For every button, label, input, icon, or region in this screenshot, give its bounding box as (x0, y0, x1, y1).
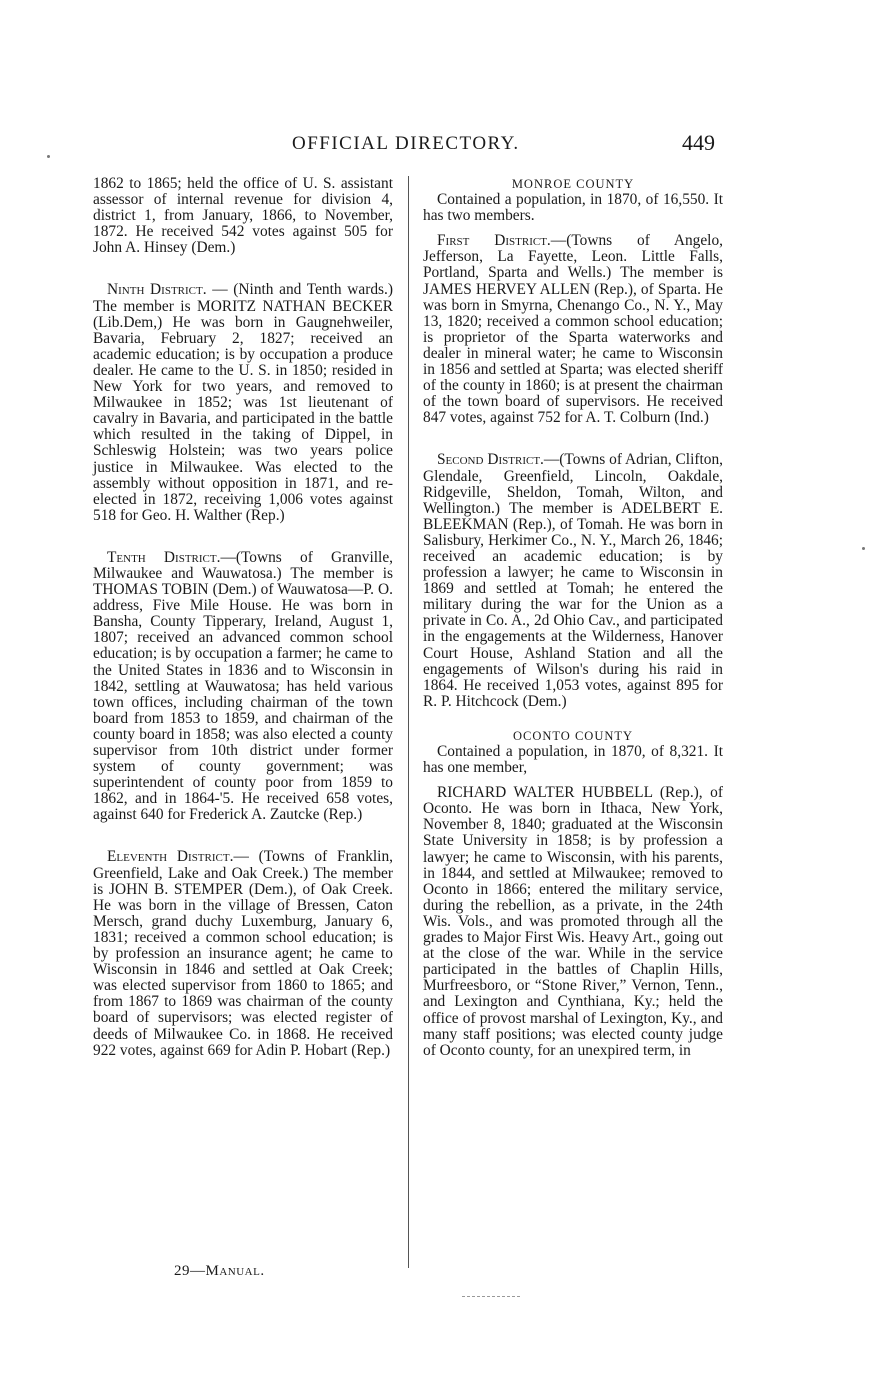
signature-mark: 29 (174, 1263, 190, 1279)
speck (862, 547, 865, 550)
eleventh-district-text: — (Towns of Franklin, Greenfield, Lake and Oak Creek.) The member is JOHN B. STEMPER (Dem.), of Oak Creek. He was born in the village of Bressen, Caton Mersch, grand duchy Luxemburg, January 6, 1831; received a common school education; is by profession an insurance agent; he came to Wisconsin in 1846 and settled at Oak Creek; was elected supervisor from 1860 to 1865; and from 1867 to 1869 was chairman of the county board of supervisors; was elected register of deeds of Milwaukee Co. in 1868. He received 922 votes, against 669 for Adin P. Hobart (Rep.) (93, 848, 393, 1059)
monroe-population: Contained a population, in 1870, of 16,550. It has two members. (423, 191, 723, 225)
column-divider (408, 176, 409, 1268)
eleventh-district-entry (93, 849, 393, 1058)
monroe-county-heading: MONROE COUNTY (511, 177, 635, 191)
oconto-county-heading: OCONTO COUNTY (512, 728, 634, 743)
page-header-title: OFFICIAL DIRECTORY. (292, 133, 520, 154)
footer-signature (174, 1263, 265, 1280)
oconto-member-entry: RICHARD WALTER HUBBELL (Rep.), of Oconto. He was born in Ithaca, New York, November 8, 1840; graduated at the Wisconsin State University in 1858; is by profession a lawyer; he came to Wisconsin, with his parents, in 1844, and settled at Milwaukee; removed to Oconto in 1866; entered the military service, during the rebellion, as a private, in the 24th Wis. Vols., and was promoted through all the grades to Major First Wis. Heavy Art., going out at the close of the war. While in the service participated in the battles of Chaplin Hills, Murfreesboro, or “Stone River,” Vernon, Tenn., and Lexington and Cynthiana, Ky.; held the office of provost marshal of Lexington, Ky., and many staff positions; was elected county judge of Oconto county, for an unexpired term, in (423, 784, 723, 1059)
paragraph-continuation: 1862 to 1865; held the office of U. S. assistant assessor of internal revenue for division 4, district 1, from January, 1866, to November, 1872. He received 542 votes against 505 for John A. Hinsey (Dem.) (93, 175, 393, 257)
decorative-rule (462, 1296, 520, 1298)
first-district-label: First District. (437, 232, 551, 250)
tenth-district-entry (93, 550, 393, 824)
manual-label: —Manual. (190, 1263, 265, 1279)
left-column (93, 176, 393, 1059)
eleventh-district-label: Eleventh District. (107, 848, 234, 866)
second-district-text: —(Towns of Adrian, Clifton, Glendale, Greenfield, Lincoln, Oakdale, Ridgeville, Sheldon, Tomah, Wilton, and Wellington.) The member is ADELBERT E. BLEEKMAN (Rep.), of Tomah. He was born in Salisbury, Herkimer Co., N. Y., March 26, 1846; received an academic education; is by profession a lawyer; he came to Wisconsin in 1869 and settled at Tomah; he entered the military during the war for the Union as a private in Co. A., 2d Ohio Cav., and participated in the engagements at the Wilderness, Hanover Court House, Ashland Station and all the engagements of Wilson's during his raid in 1864. He received 1,053 votes, against 895 for R. P. Hitchcock (Dem.) (423, 451, 723, 710)
ninth-district-label: Ninth District. (107, 281, 207, 299)
second-district-entry (423, 452, 723, 710)
page-number: 449 (682, 130, 715, 155)
first-district-entry (423, 233, 723, 426)
right-column (423, 176, 723, 1059)
ninth-district-text: — (Ninth and Tenth wards.) The member is MORITZ NATHAN BECKER (Lib.Dem,) He was born in Gaugnehweiler, Bavaria, February 2, 1827; received an academic education; is by occupation a produce dealer. He came to the U. S. in 1850; resided in New York for two years, and removed to Milwaukee in 1852; was 1st lieutenant of cavalry in Bavaria, and participated in the battle which resulted in the taking of Dippel, in Schleswig Holstein; was two years police justice in Milwaukee. Was elected to the assembly without opposition in 1871, and re-elected in 1872, receiving 1,006 votes against 518 for Geo. H. Walther (Rep.) (93, 281, 393, 524)
tenth-district-text: —(Towns of Granville, Milwaukee and Wauwatosa.) The member is THOMAS TOBIN (Dem.) of Wauwatosa—P. O. address, Five Mile House. He was born in Bansha, County Tipperary, Ireland, August 1, 1807; received an advanced common school education; is by occupation a farmer; he came to the United States in 1836 and to Wisconsin in 1842, settling at Wauwatosa; has held various town offices, including chairman of the town board from 1853 to 1859, and chairman of the county board in 1858; was also elected a county supervisor from 10th district under former system of county government; was superintendent of county poor from 1859 to 1862, and in 1864-'5. He received 658 votes, against 640 for Frederick A. Zautcke (Rep.) (93, 548, 393, 824)
oconto-population: Contained a population, in 1870, of 8,321. It has one member, (423, 743, 723, 777)
second-district-label: Second District. (437, 451, 544, 469)
first-district-text: —(Towns of Angelo, Jefferson, La Fayette, Leon. Little Falls, Portland, Sparta and Wells.) The member is JAMES HERVEY ALLEN (Rep.), of Sparta. He was born in Smyrna, Chenango Co., N. Y., May 13, 1820; received a common school education; is proprietor of the Sparta waterworks and dealer in mineral water; he came to Wisconsin in 1856 and settled at Sparta; was elected sheriff of the county in 1860; is at present the chairman of the town board of supervisors. He received 847 votes, against 752 for A. T. Colburn (Ind.) (423, 232, 723, 427)
tenth-district-label: Tenth District. (107, 548, 221, 566)
ninth-district-entry (93, 282, 393, 523)
speck (47, 155, 50, 158)
